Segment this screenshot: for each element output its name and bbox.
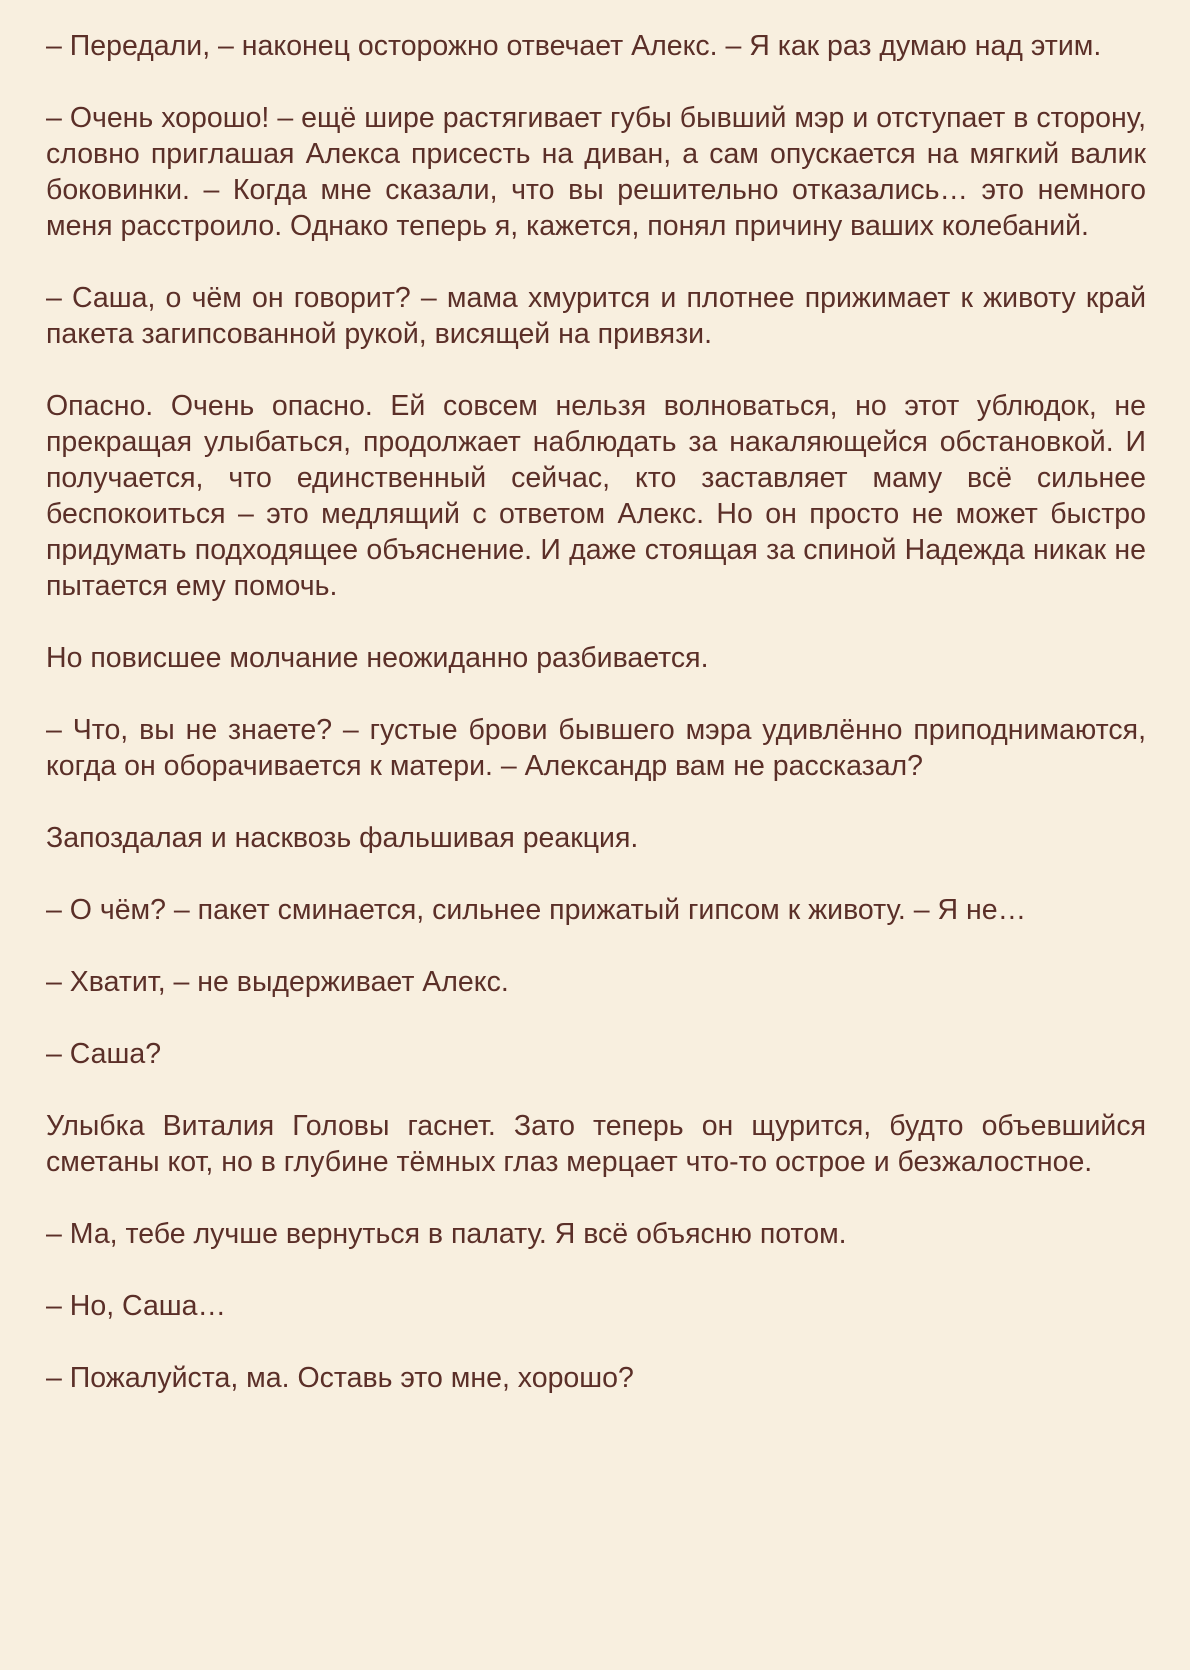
paragraph: – Саша?: [46, 1038, 162, 1070]
book-page: [46, 28, 1146, 1432]
paragraph: – Что, вы не знаете? – густые брови бывшего мэра удивлённо приподнимаются, когда он оборачивается к матери. – Александр вам не рассказал?: [46, 714, 1146, 782]
paragraph: – Пожалуйста, ма. Оставь это мне, хорошо?: [46, 1362, 634, 1394]
paragraph: – Очень хорошо! – ещё шире растягивает губы бывший мэр и отступает в сторону, словно приглашая Алекса присесть на диван, а сам опускается на мягкий валик боковинки. – Когда мне сказали, что вы решительно отказались… это немного меня расстроило. Однако теперь я, кажется, понял причину ваших колебаний.: [46, 102, 1146, 242]
paragraph: – Но, Саша…: [46, 1290, 227, 1322]
paragraph: – Ма, тебе лучше вернуться в палату. Я всё объясню потом.: [46, 1218, 847, 1250]
paragraph: – О чём? – пакет сминается, сильнее прижатый гипсом к животу. – Я не…: [46, 894, 1027, 926]
paragraph: – Хватит, – не выдерживает Алекс.: [46, 966, 509, 998]
paragraph: Но повисшее молчание неожиданно разбивается.: [46, 642, 709, 674]
paragraph: Улыбка Виталия Головы гаснет. Зато теперь он щурится, будто объевшийся сметаны кот, но в глубине тёмных глаз мерцает что-то острое и безжалостное.: [46, 1110, 1146, 1178]
paragraph: Опасно. Очень опасно. Ей совсем нельзя волноваться, но этот ублюдок, не прекращая улыбаться, продолжает наблюдать за накаляющейся обстановкой. И получается, что единственный сейчас, кто заставляет маму всё сильнее беспокоиться – это медлящий с ответом Алекс. Но он просто не может быстро придумать подходящее объяснение. И даже стоящая за спиной Надежда никак не пытается ему помочь.: [46, 390, 1146, 602]
paragraph: – Передали, – наконец осторожно отвечает Алекс. – Я как раз думаю над этим.: [46, 30, 1102, 62]
paragraph: – Саша, о чём он говорит? – мама хмурится и плотнее прижимает к животу край пакета загипсованной рукой, висящей на привязи.: [46, 282, 1146, 350]
paragraph: Запоздалая и насквозь фальшивая реакция.: [46, 822, 639, 854]
